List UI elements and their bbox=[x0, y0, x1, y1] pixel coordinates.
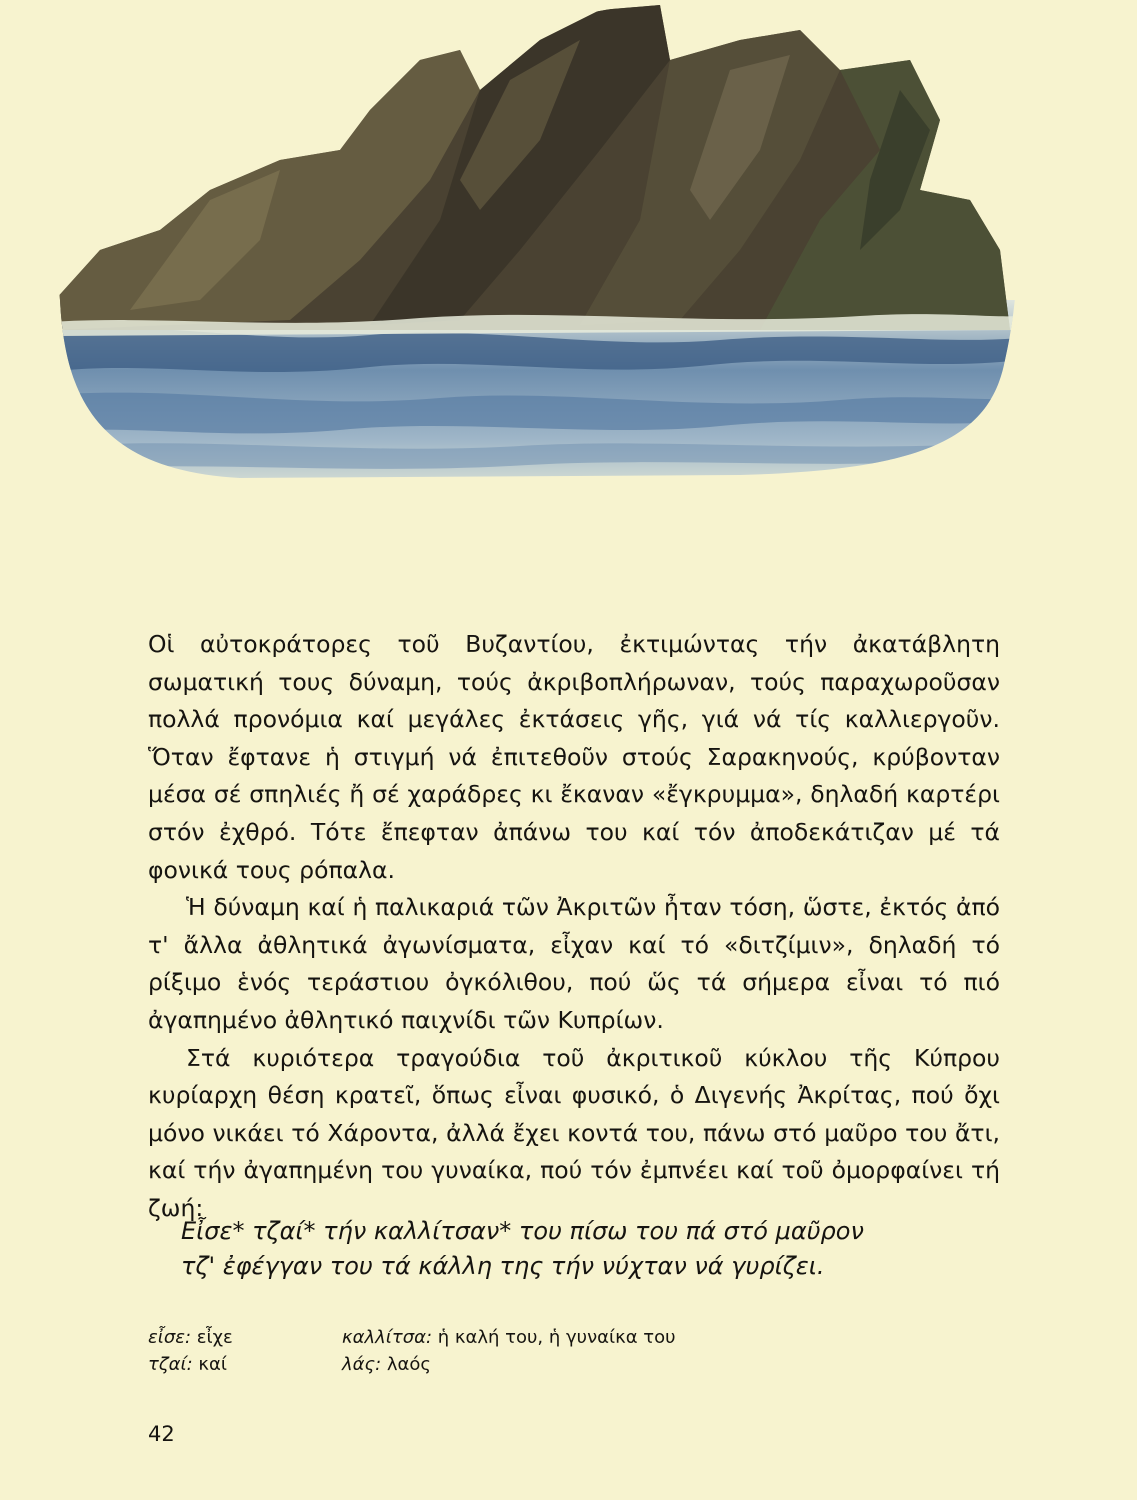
glossary-meaning: ἡ καλή του, ἡ γυναίκα του bbox=[437, 1327, 676, 1348]
paragraph: Ἡ δύναμη καί ἡ παλικαριά τῶν Ἀκριτῶν ἦταν τόση, ὥστε, ἐκτός ἀπό τ' ἄλλα ἀθλητικά ἀγωνίσματα, εἶχαν καί τό «διτζίμιν», δηλαδή τό ρίξιμο ἑνός τεράστιου ὀγκόλιθου, πού ὥς τά σήμερα εἶναι τό πιό ἀγαπημένο ἀθλητικό παιχνίδι τῶν Κυπρίων. bbox=[148, 893, 1000, 1034]
verse-line: Εἶσε* τζαί* τήν καλλίτσαν* του πίσω του πά στό μαῦρον bbox=[181, 1217, 864, 1245]
glossary-entry bbox=[148, 1351, 233, 1378]
glossary-entry bbox=[342, 1351, 676, 1378]
glossary-term: τζαί: bbox=[148, 1354, 193, 1375]
glossary-term: καλλίτσα: bbox=[342, 1327, 433, 1348]
glossary-term: εἶσε: bbox=[148, 1327, 192, 1348]
glossary-meaning: λαός bbox=[386, 1354, 431, 1375]
page-number: 42 bbox=[148, 1422, 175, 1446]
verse-line: τζ' ἐφέγγαν του τά κάλλη της τήν νύχταν νά γυρίζει. bbox=[181, 1252, 825, 1280]
glossary-entry bbox=[148, 1324, 233, 1351]
glossary-term: λάς: bbox=[342, 1354, 382, 1375]
glossary-meaning: καί bbox=[198, 1354, 227, 1375]
body-text bbox=[148, 626, 1000, 1228]
glossary-left bbox=[148, 1324, 233, 1378]
paragraph: Οἱ αὐτοκράτορες τοῦ Βυζαντίου, ἐκτιμώντας τήν ἀκατάβλητη σωματική τους δύναμη, τούς ἀκριβοπλήρωναν, τούς παραχωροῦσαν πολλά προνόμια καί μεγάλες ἐκτάσεις γῆς, γιά νά τίς καλλιεργοῦν. Ὅταν ἔφτανε ἡ στιγμή νά ἐπιτεθοῦν στούς Σαρακηνούς, κρύβονταν μέσα σέ σπηλιές ἤ σέ χαράδρες κι ἔκαναν «ἔγκρυμμα», δηλαδή καρτέρι στόν ἐχθρό. Τότε ἔπεφταν ἀπάνω του καί τόν ἀποδεκάτιζαν μέ τά φονικά τους ρόπαλα. bbox=[148, 630, 1000, 884]
glossary-meaning: εἶχε bbox=[196, 1327, 233, 1348]
paragraph: Στά κυριότερα τραγούδια τοῦ ἀκριτικοῦ κύκλου τῆς Κύπρου κυρίαρχη θέση κρατεῖ, ὅπως εἶναι φυσικό, ὁ Διγενής Ἀκρίτας, πού ὄχι μόνο νικάει τό Χάροντα, ἀλλά ἔχει κοντά του, πάνω στό μαῦρο του ἄτι, καί τήν ἀγαπημένη του γυναίκα, πού τόν ἐμπνέει καί τοῦ ὀμορφαίνει τή ζωή: bbox=[148, 1043, 1000, 1222]
verse-quote bbox=[181, 1214, 1011, 1284]
glossary-entry bbox=[342, 1324, 676, 1351]
glossary-right bbox=[342, 1324, 676, 1378]
rocks-sea-illustration bbox=[40, 0, 1020, 500]
